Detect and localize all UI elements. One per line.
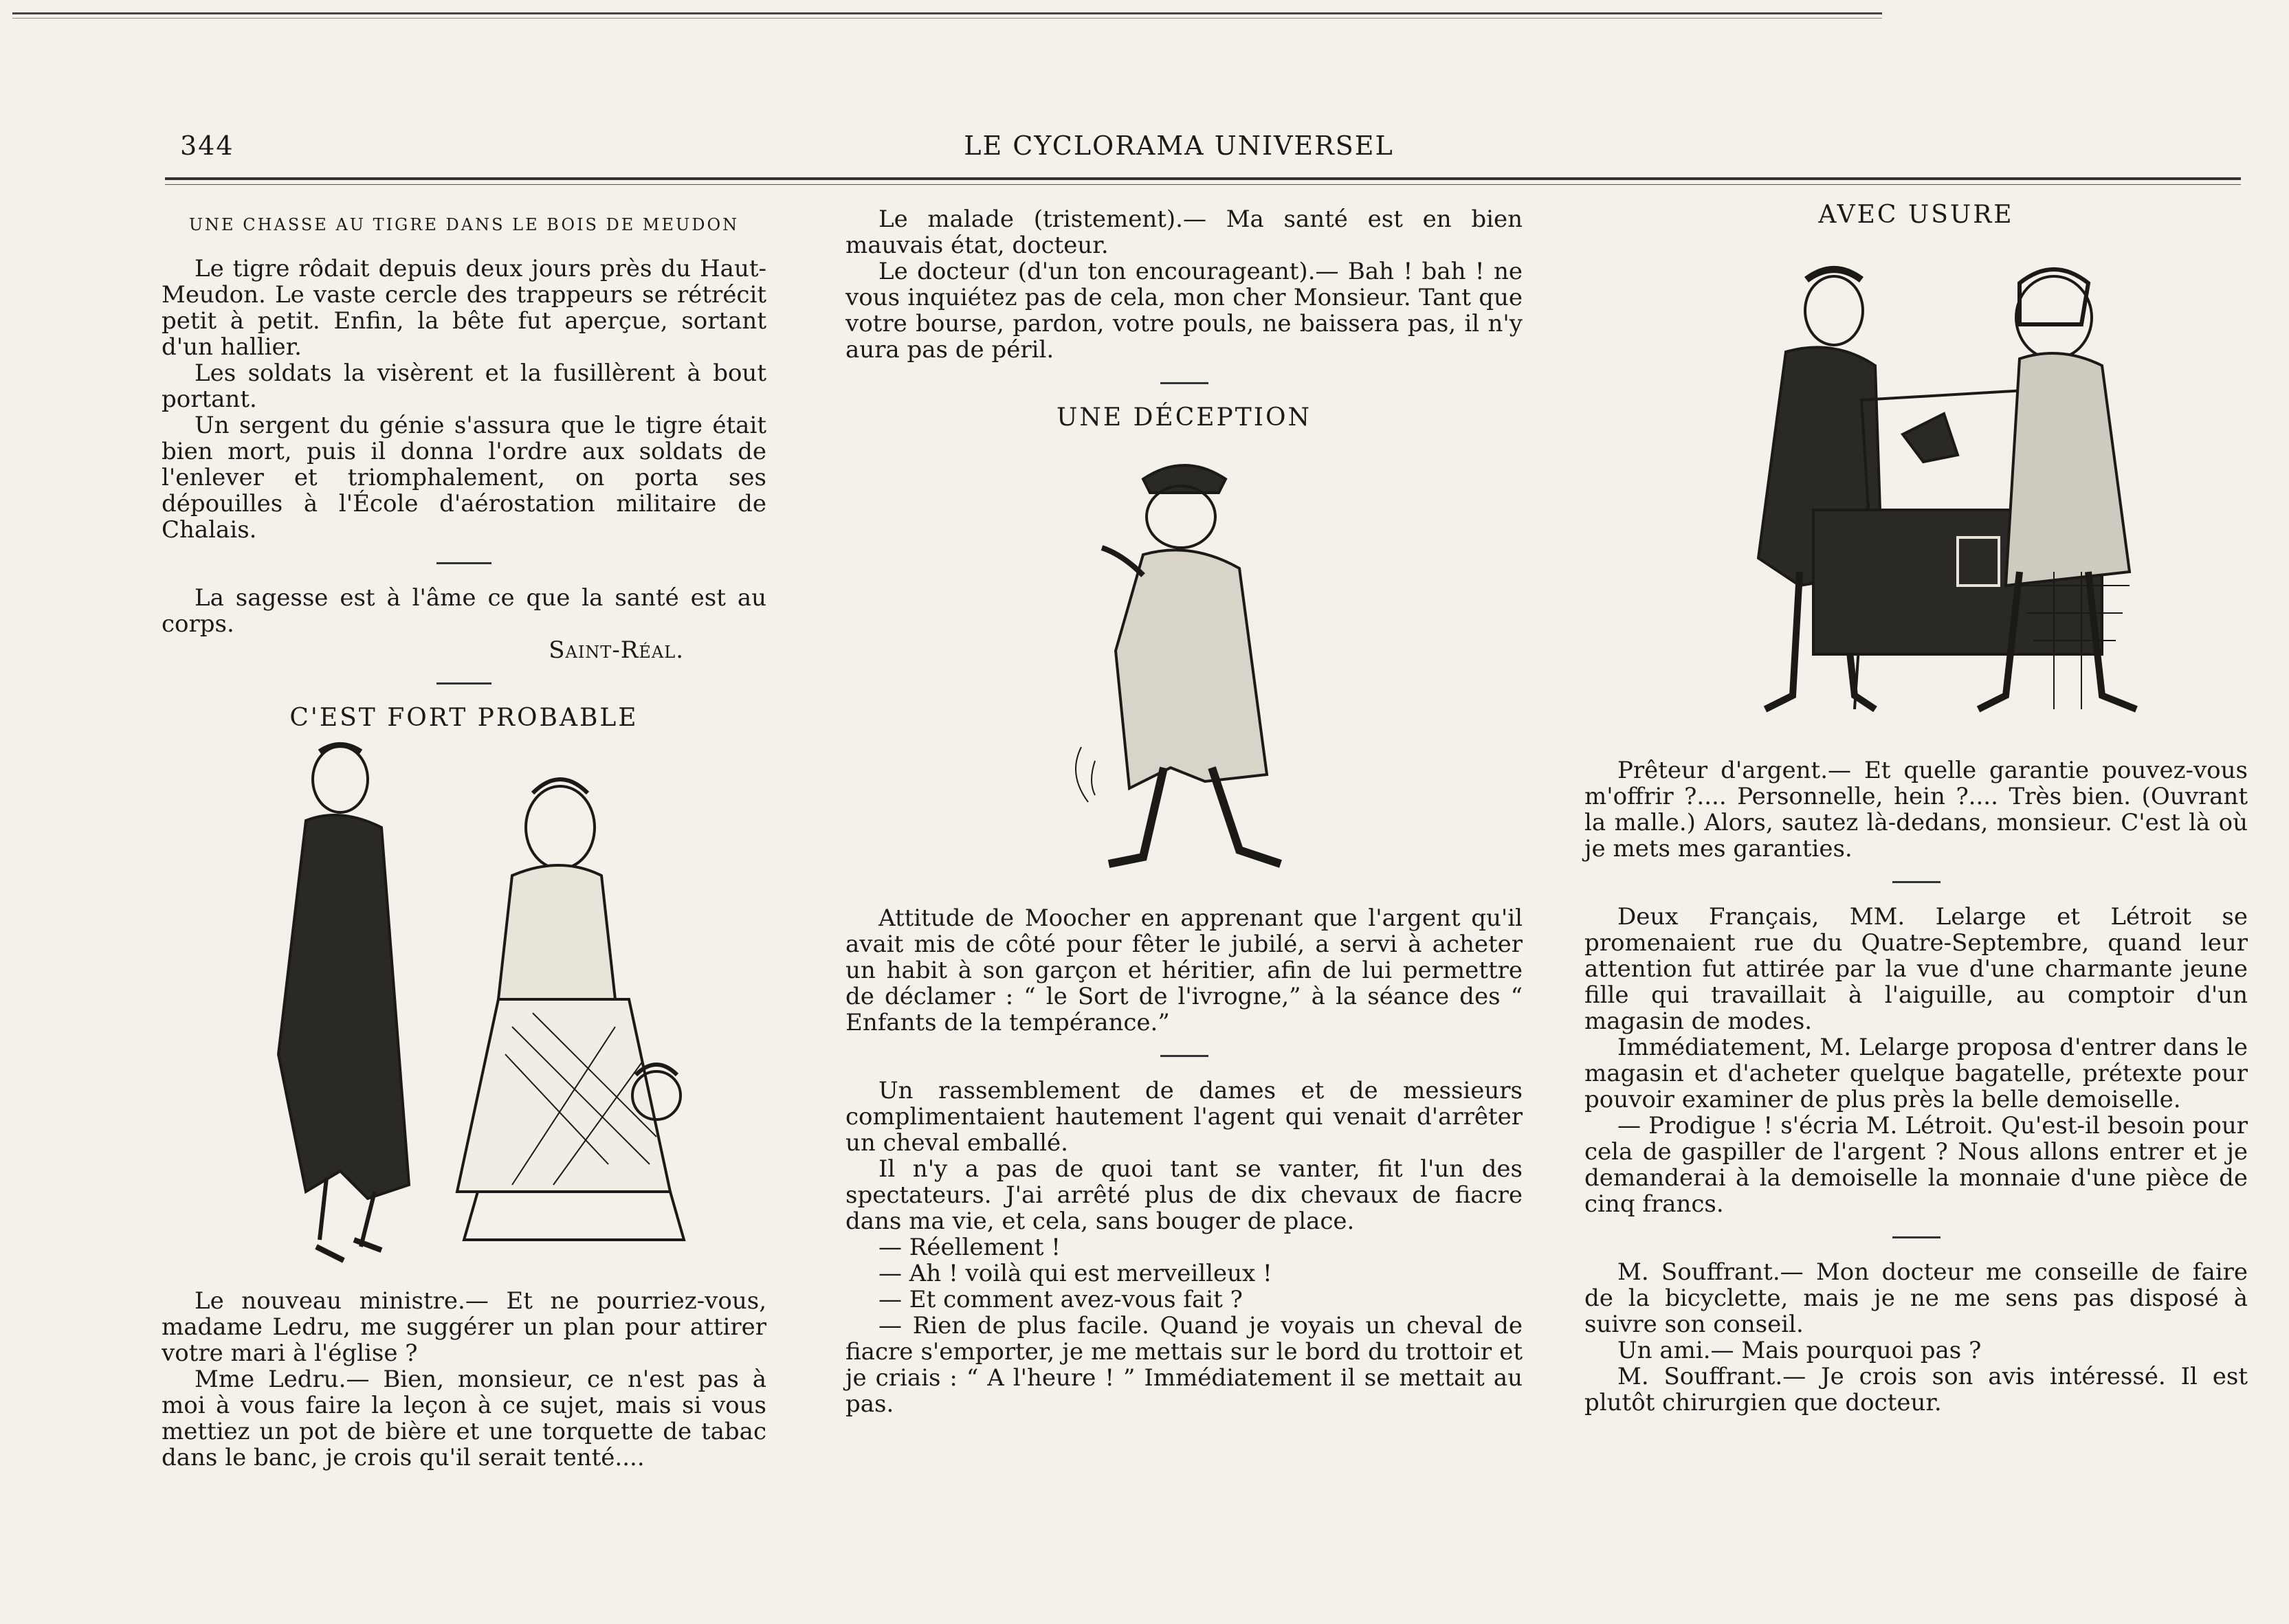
usure-title: AVEC USURE [1818, 201, 2014, 229]
journal-title: LE CYCLORAMA UNIVERSEL [964, 131, 1394, 161]
maxim-text: La sagesse est à l'âme ce que la santé est au corps. [162, 584, 766, 638]
francais-paragraph-3: — Prodigue ! s'écria M. Létroit. Qu'est-il besoin pour cela de gaspiller de l'argent ? Nous allons entrer et je demanderai à la demoiselle la monnaie d'une pièce de cinq francs. [1584, 1112, 2248, 1218]
horse-paragraph-4: — Ah ! voilà qui est merveilleux ! [878, 1260, 1272, 1287]
souffrant-paragraph-2: Un ami.— Mais pourquoi pas ? [1617, 1337, 1982, 1364]
separator [1160, 1055, 1208, 1057]
francais-paragraph-2: Immédiatement, M. Lelarge proposa d'entrer dans le magasin et d'acheter quelque bagatelle, prétexte pour pouvoir examiner de plus près la belle demoiselle. [1584, 1034, 2248, 1113]
column-left [162, 206, 766, 1471]
tiger-paragraph-2: Les soldats la visèrent et la fusillèrent à bout portant. [162, 359, 766, 413]
tiger-paragraph-3: Un sergent du génie s'assura que le tigre était bien mort, puis il donna l'ordre aux soldats de l'enlever et triomphalement, on porta ses dépouilles à l'École d'aérostation militaire de Chalais. [162, 412, 766, 544]
probable-paragraph-2: Mme Ledru.— Bien, monsieur, ce n'est pas à moi à vous faire la leçon à ce sujet, mais si vous mettiez un pot de bière et une torquette de tabac dans le banc, je crois qu'il serait tenté.... [162, 1366, 766, 1471]
horse-paragraph-1: Un rassemblement de dames et de messieurs complimentaient hautement l'agent qui venait d'arrêter un cheval emballé. [845, 1077, 1523, 1157]
horse-paragraph-2: Il n'y a pas de quoi tant se vanter, fit l'un des spectateurs. J'ai arrêté plus de dix chevaux de fiacre dans ma vie, et cela, sans bouger de place. [845, 1155, 1523, 1235]
probable-paragraph-1: Le nouveau ministre.— Et ne pourriez-vous, madame Ledru, me suggérer un plan pour attirer votre mari à l'église ? [162, 1287, 766, 1367]
moocher-illustration [1061, 452, 1308, 891]
separator [1892, 881, 1940, 883]
horse-paragraph-5: — Et comment avez-vous fait ? [878, 1286, 1243, 1313]
column-middle [845, 206, 1523, 1417]
header-rule [165, 177, 2241, 180]
tiger-kicker: UNE CHASSE AU TIGRE DANS LE BOIS DE MEUDON [188, 215, 740, 234]
souffrant-paragraph-1: M. Souffrant.— Mon docteur me conseille de faire de la bicyclette, mais je ne me sens pas disposé à suivre son conseil. [1584, 1258, 2248, 1338]
separator [436, 682, 491, 685]
separator [1160, 382, 1208, 384]
minister-and-woman-illustration [203, 738, 725, 1288]
top-border-rule-thin [12, 18, 1882, 19]
moneylender-illustration [1635, 242, 2198, 744]
malade-paragraph-1: Le malade (tristement).— Ma santé est en bien mauvais état, docteur. [845, 205, 1523, 259]
separator [1892, 1236, 1940, 1238]
tiger-paragraph-1: Le tigre rôdait depuis deux jours près du Haut-Meudon. Le vaste cercle des trappeurs se rétrécit petit à petit. Enfin, la bête fut aperçue, sortant d'un hallier. [162, 255, 766, 361]
probable-title: C'EST FORT PROBABLE [289, 704, 639, 732]
horse-paragraph-3: — Réellement ! [878, 1234, 1061, 1261]
separator [436, 562, 491, 564]
horse-paragraph-6: — Rien de plus facile. Quand je voyais un cheval de fiacre s'emporter, je me mettais sur le bord du trottoir et je criais : “ A l'heure ! ” Immédiatement il se mettait au pas. [845, 1312, 1523, 1418]
malade-paragraph-2: Le docteur (d'un ton encourageant).— Bah ! bah ! ne vous inquiétez pas de cela, mon cher Monsieur. Tant que votre bourse, pardon, votre pouls, ne baissera pas, il n'y aura pas de péril. [845, 258, 1523, 364]
column-right [1584, 201, 2248, 1416]
top-border-rule [12, 12, 1882, 14]
usure-paragraph: Prêteur d'argent.— Et quelle garantie pouvez-vous m'offrir ?.... Personnelle, hein ?.... Très bien. (Ouvrant la malle.) Alors, sautez là-dedans, monsieur. C'est là où je mets mes garanties. [1584, 757, 2248, 863]
maxim-author: Saint-Réal. [549, 636, 684, 664]
souffrant-paragraph-3: M. Souffrant.— Je crois son avis intéressé. Il est plutôt chirurgien que docteur. [1584, 1363, 2248, 1416]
deception-paragraph: Attitude de Moocher en apprenant que l'argent qu'il avait mis de côté pour fêter le jubilé, a servi à acheter un habit à son garçon et héritier, afin de lui permettre de déclamer : “ le Sort de l'ivrogne,” à la séance des “ Enfants de la tempérance.” [845, 904, 1523, 1036]
deception-title: UNE DÉCEPTION [1057, 403, 1312, 432]
page-number: 344 [180, 131, 234, 161]
francais-paragraph-1: Deux Français, MM. Lelarge et Létroit se promenaient rue du Quatre-Septembre, quand leur attention fut attirée par la vue d'une charmante jeune fille qui travaillait à l'aiguille, au comptoir d'un magasin de modes. [1584, 903, 2248, 1035]
header-rule-thin [165, 184, 2241, 185]
